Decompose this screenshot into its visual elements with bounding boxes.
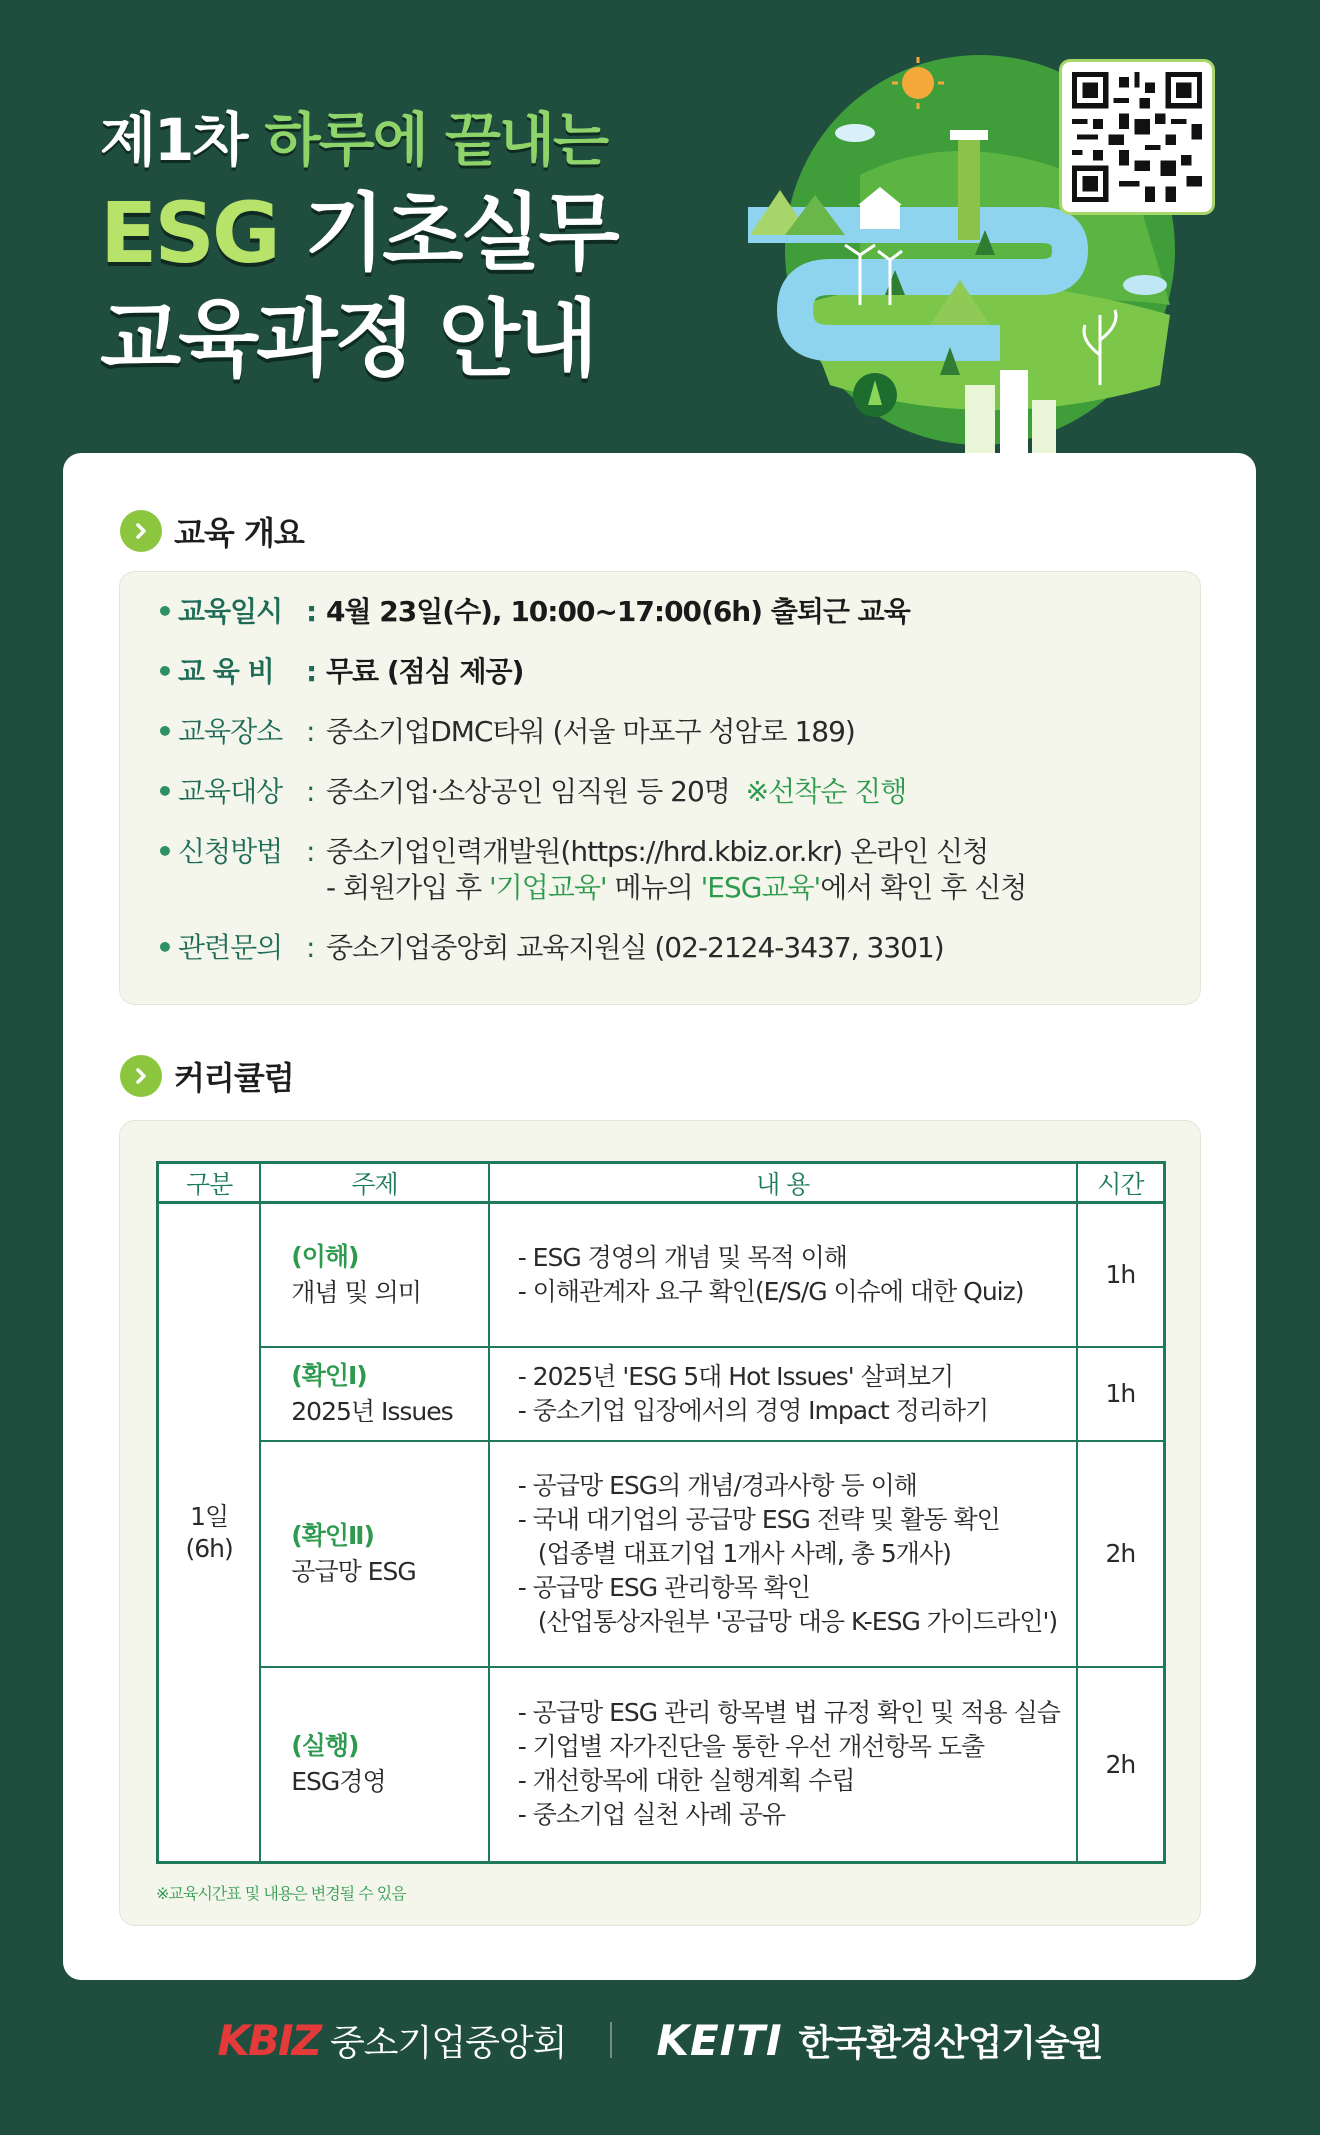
day-cell: 1일 (6h) — [158, 1203, 261, 1863]
title-line1 — [100, 100, 617, 180]
section-curriculum-header — [120, 1053, 294, 1099]
table-row — [158, 1667, 1165, 1863]
table-row — [158, 1441, 1165, 1667]
column-header: 내 용 — [489, 1163, 1077, 1203]
content-cell: - 공급망 ESG의 개념/경과사항 등 이해 - 국내 대기업의 공급망 ESG 전략 및 활동 확인 (업종별 대표기업 1개사 사례, 총 5개사) - 공급망 ESG 관리항목 확인 (산업통상자원부 '공급망 대응 K-ESG 가이드라인') — [489, 1441, 1077, 1667]
column-header: 구분 — [158, 1163, 261, 1203]
overview-box — [119, 571, 1201, 1005]
curriculum-table — [156, 1161, 1166, 1864]
info-row-target: • 교육대상 : 중소기업·소상공인 임직원 등 20명 ※선착순 진행 — [156, 775, 907, 808]
info-value: 무료 (점심 제공) — [326, 655, 524, 688]
content-cell: - ESG 경영의 개념 및 목적 이해 - 이해관계자 요구 확인(E/S/G 이슈에 대한 Quiz) — [489, 1203, 1077, 1347]
title-line3: 교육과정 안내 — [100, 290, 596, 388]
info-value: 중소기업·소상공인 임직원 등 20명 ※선착순 진행 — [326, 775, 907, 808]
keiti-name: 한국환경산업기술원 — [798, 2022, 1103, 2064]
title-accent: 하루에 끝내는 — [264, 106, 607, 174]
section-title: 교육 개요 — [174, 514, 304, 552]
kbiz-name: 중소기업중앙회 — [330, 2022, 567, 2064]
table-row — [158, 1203, 1165, 1347]
info-label: 교육대상 — [178, 775, 283, 808]
info-row-contact: • 관련문의 : 중소기업중앙회 교육지원실 (02-2124-3437, 3301) — [156, 931, 944, 964]
info-label: 신청방법 — [178, 835, 283, 868]
title-line2 — [100, 180, 617, 286]
qr-code-icon[interactable] — [1062, 62, 1212, 212]
info-row-fee: • 교 육 비 : 무료 (점심 제공) — [156, 655, 524, 688]
title-prefix: 제1차 — [100, 106, 265, 174]
keiti-logo: KEITI — [656, 2015, 783, 2065]
info-row-apply: • 신청방법 : 중소기업인력개발원(https://hrd.kbiz.or.kr) 온라인 신청 - 회원가입 후 '기업교육' 메뉴의 'ESG교육'에서 확인 후 신청 — [156, 835, 1027, 904]
info-label: 교 육 비 — [178, 655, 274, 688]
content-card — [63, 453, 1256, 1980]
info-value: 4월 23일(수), 10:00~17:00(6h) 출퇴근 교육 — [326, 595, 910, 628]
info-value: 중소기업인력개발원(https://hrd.kbiz.or.kr) 온라인 신청 - 회원가입 후 '기업교육' 메뉴의 'ESG교육'에서 확인 후 신청 — [326, 835, 1027, 904]
curriculum-box — [119, 1120, 1201, 1926]
table-header-row — [158, 1163, 1165, 1203]
info-row-place: • 교육장소 : 중소기업DMC타워 (서울 마포구 성암로 189) — [156, 715, 855, 748]
info-label: 교육일시 — [178, 595, 283, 628]
kbiz-logo: KBIZ — [217, 2015, 321, 2065]
apply-link-text[interactable]: 중소기업인력개발원(https://hrd.kbiz.or.kr) 온라인 신청 — [326, 835, 989, 868]
info-label: 관련문의 — [178, 931, 283, 964]
section-title: 커리큘럼 — [174, 1059, 294, 1097]
content-cell: - 공급망 ESG 관리 항목별 법 규정 확인 및 적용 실습 - 기업별 자가진단을 통한 우선 개선항목 도출 - 개선항목에 대한 실행계획 수립 - 중소기업 실천 사례 공유 — [489, 1667, 1077, 1863]
chevron-right-icon — [120, 1055, 162, 1097]
footer-divider — [610, 2022, 612, 2058]
time-cell: 2h — [1077, 1441, 1165, 1667]
topic-cell: (이해) 개념 및 의미 — [260, 1203, 488, 1347]
topic-cell: (실행) ESG경영 — [260, 1667, 488, 1863]
page-title — [100, 100, 617, 392]
info-label: 교육장소 — [178, 715, 283, 748]
time-cell: 1h — [1077, 1347, 1165, 1441]
section-overview-header — [120, 508, 304, 554]
time-cell: 1h — [1077, 1203, 1165, 1347]
schedule-note: ※교육시간표 및 내용은 변경될 수 있음 — [156, 1884, 406, 1903]
info-value: 중소기업DMC타워 (서울 마포구 성암로 189) — [326, 715, 855, 748]
topic-cell: (확인Ⅰ) 2025년 Issues — [260, 1347, 488, 1441]
column-header: 주제 — [260, 1163, 488, 1203]
time-cell: 2h — [1077, 1667, 1165, 1863]
topic-cell: (확인Ⅱ) 공급망 ESG — [260, 1441, 488, 1667]
content-cell: - 2025년 'ESG 5대 Hot Issues' 살펴보기 - 중소기업 입장에서의 경영 Impact 정리하기 — [489, 1347, 1077, 1441]
info-value: 중소기업중앙회 교육지원실 (02-2124-3437, 3301) — [326, 931, 944, 964]
table-row — [158, 1347, 1165, 1441]
title-esg: ESG — [100, 184, 278, 282]
header — [0, 0, 1320, 470]
chevron-right-icon — [120, 510, 162, 552]
first-come-note: ※선착순 진행 — [745, 775, 907, 808]
footer — [0, 2000, 1320, 2080]
column-header: 시간 — [1077, 1163, 1165, 1203]
title-line2-rest: 기초실무 — [277, 184, 617, 282]
info-row-date: • 교육일시 : 4월 23일(수), 10:00~17:00(6h) 출퇴근 교육 — [156, 595, 910, 628]
